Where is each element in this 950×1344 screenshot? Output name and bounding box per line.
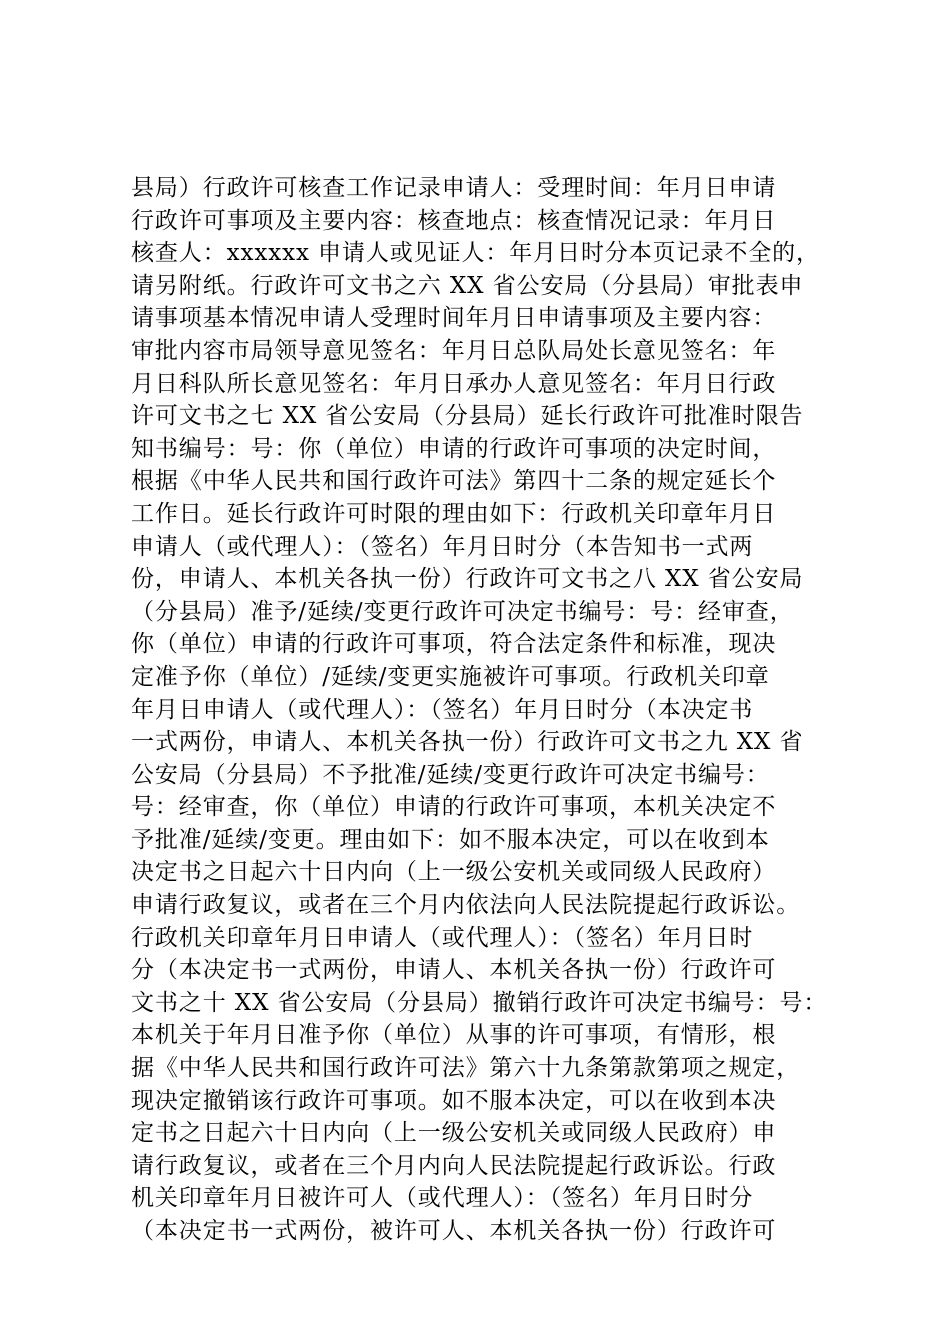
text-line: 份，申请人、本机关各执一份）行政许可文书之八 XX 省公安局: [131, 566, 804, 593]
text-line: 你（单位）申请的行政许可事项，符合法定条件和标准，现决: [131, 631, 777, 658]
text-line: 定书之日起六十日内向（上一级公安机关或同级人民政府）申: [131, 1120, 777, 1147]
text-line: 县局）行政许可核查工作记录申请人：受理时间：年月日申请: [131, 175, 777, 201]
document-body: [131, 172, 831, 1248]
text-line: 工作日。延长行政许可时限的理由如下：行政机关印章年月日: [131, 500, 777, 527]
text-line: 分（本决定书一式两份，申请人、本机关各执一份）行政许可: [131, 957, 777, 984]
text-line: 根据《中华人民共和国行政许可法》第四十二条的规定延长个: [131, 468, 777, 495]
text-line: 行政许可事项及主要内容：核查地点：核查情况记录：年月日: [131, 207, 777, 234]
text-line: 行政机关印章年月日申请人（或代理人）：（签名）年月日时: [131, 924, 754, 951]
text-line: 请行政复议，或者在三个月内向人民法院提起行政诉讼。行政: [131, 1152, 777, 1179]
text-line: 知书编号：号：你（单位）申请的行政许可事项的决定时间，: [131, 435, 777, 462]
text-line: 据《中华人民共和国行政许可法》第六十九条第款第项之规定，: [131, 1055, 801, 1082]
text-line: 公安局（分县局）不予批准/延续/变更行政许可决定书编号：: [131, 761, 770, 788]
text-line: （本决定书一式两份，被许可人、本机关各执一份）行政许可: [131, 1218, 777, 1244]
text-line: 本机关于年月日准予你（单位）从事的许可事项，有情形，根: [131, 1022, 777, 1049]
text-line: 月日科队所长意见签名：年月日承办人意见签名：年月日行政: [131, 370, 777, 397]
text-line: 审批内容市局领导意见签名：年月日总队局处长意见签名：年: [131, 337, 777, 364]
text-line: 核查人：xxxxxx 申请人或见证人：年月日时分本页记录不全的，: [131, 240, 820, 267]
text-line: 申请人（或代理人）：（签名）年月日时分（本告知书一式两: [131, 533, 754, 560]
text-line: 决定书之日起六十日内向（上一级公安机关或同级人民政府）: [131, 859, 777, 886]
text-line: 一式两份，申请人、本机关各执一份）行政许可文书之九 XX 省: [131, 729, 804, 756]
text-line: （分县局）准予/延续/变更行政许可决定书编号：号：经审查，: [131, 598, 794, 625]
text-line: 定准予你（单位）/延续/变更实施被许可事项。行政机关印章: [131, 663, 770, 690]
text-line: 请另附纸。行政许可文书之六 XX 省公安局（分县局）审批表申: [131, 272, 804, 299]
text-line: 申请行政复议，或者在三个月内依法向人民法院提起行政诉讼。: [131, 892, 801, 919]
text-line: 机关印章年月日被许可人（或代理人）：（签名）年月日时分: [131, 1185, 754, 1212]
text-line: 号：经审查，你（单位）申请的行政许可事项，本机关决定不: [131, 794, 777, 821]
text-line: 许可文书之七 XX 省公安局（分县局）延长行政许可批准时限告: [131, 403, 804, 430]
text-line: 现决定撤销该行政许可事项。如不服本决定，可以在收到本决: [131, 1087, 777, 1114]
text-line: 文书之十 XX 省公安局（分县局）撤销行政许可决定书编号：号：: [131, 989, 828, 1016]
text-line: 年月日申请人（或代理人）：（签名）年月日时分（本决定书: [131, 696, 754, 723]
text-line: 予批准/延续/变更。理由如下：如不服本决定，可以在收到本: [131, 826, 770, 853]
text-line: 请事项基本情况申请人受理时间年月日申请事项及主要内容：: [131, 305, 777, 332]
